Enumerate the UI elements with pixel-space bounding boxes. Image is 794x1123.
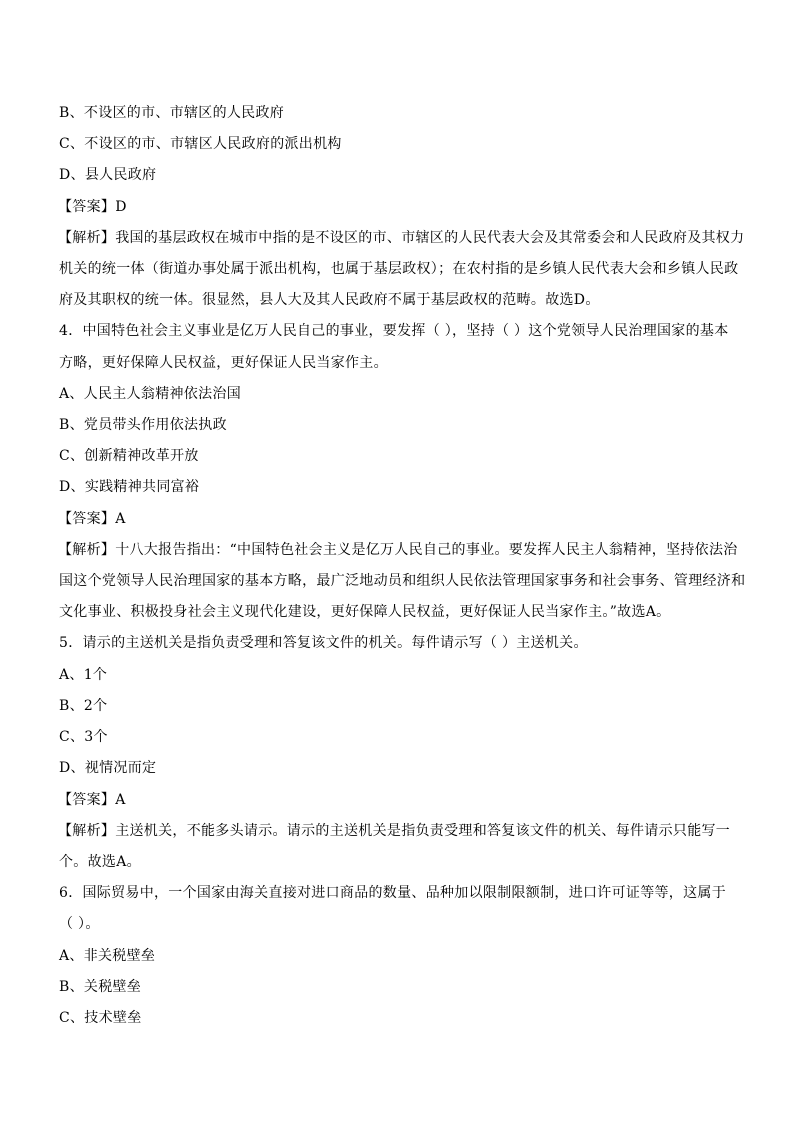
question-4: 4．中国特色社会主义事业是亿万人民自己的事业，要发挥（ ），坚持（ ）这个党领导人民治理国家的基本 xyxy=(59,323,729,339)
question-6: 6．国际贸易中，一个国家由海关直接对进口商品的数量、品种加以限制限额制，进口许可证等等，这属于 xyxy=(59,885,727,901)
answer-label: 【答案】A xyxy=(58,792,126,808)
option-b: B、不设区的市、市辖区的人民政府 xyxy=(59,105,285,121)
option-c: C、3个 xyxy=(59,729,108,745)
option-a: A、人民主人翁精神依法治国 xyxy=(59,386,242,402)
option-b: B、关税壁垒 xyxy=(59,979,142,995)
option-d: D、县人民政府 xyxy=(59,167,157,183)
explanation-line: 【解析】十八大报告指出：“中国特色社会主义是亿万人民自己的事业。要发挥人民主人翁精神，坚持依法治 xyxy=(58,542,738,558)
answer-label: 【答案】A xyxy=(58,511,126,527)
option-d: D、实践精神共同富裕 xyxy=(59,479,200,495)
option-d: D、视情况而定 xyxy=(59,760,157,776)
option-b: B、2个 xyxy=(59,698,108,714)
option-c: C、不设区的市、市辖区人民政府的派出机构 xyxy=(59,136,342,152)
option-a: A、非关税壁垒 xyxy=(59,948,156,964)
explanation-line: 文化事业、积极投身社会主义现代化建设，更好保障人民权益，更好保证人民当家作主。”故选A。 xyxy=(59,604,671,620)
explanation-line: 【解析】我国的基层政权在城市中指的是不设区的市、市辖区的人民代表大会及其常委会和人民政府及其权力 xyxy=(58,230,745,246)
question-5: 5．请示的主送机关是指负责受理和答复该文件的机关。每件请示写（ ）主送机关。 xyxy=(59,635,588,651)
option-a: A、1个 xyxy=(59,667,108,683)
answer-label: 【答案】D xyxy=(58,199,127,215)
explanation-line: 府及其职权的统一体。很显然，县人大及其人民政府不属于基层政权的范畴。故选D。 xyxy=(59,292,600,308)
question-4-cont: 方略，更好保障人民权益，更好保证人民当家作主。 xyxy=(59,355,388,371)
question-6-cont: （ ）。 xyxy=(59,916,100,932)
option-b: B、党员带头作用依法执政 xyxy=(59,417,227,433)
option-c: C、技术壁垒 xyxy=(59,1010,142,1026)
explanation-line: 机关的统一体（街道办事处属于派出机构，也属于基层政权）；在农村指的是乡镇人民代表大会和乡镇人民政 xyxy=(59,261,739,277)
explanation-line: 国这个党领导人民治理国家的基本方略，最广泛地动员和组织人民依法管理国家事务和社会事务、管理经济和 xyxy=(59,573,746,589)
explanation-line: 【解析】主送机关，不能多头请示。请示的主送机关是指负责受理和答复该文件的机关、每件请示只能写一 xyxy=(58,823,731,839)
explanation-line: 个。故选A。 xyxy=(59,854,141,870)
option-c: C、创新精神改革开放 xyxy=(59,448,199,464)
